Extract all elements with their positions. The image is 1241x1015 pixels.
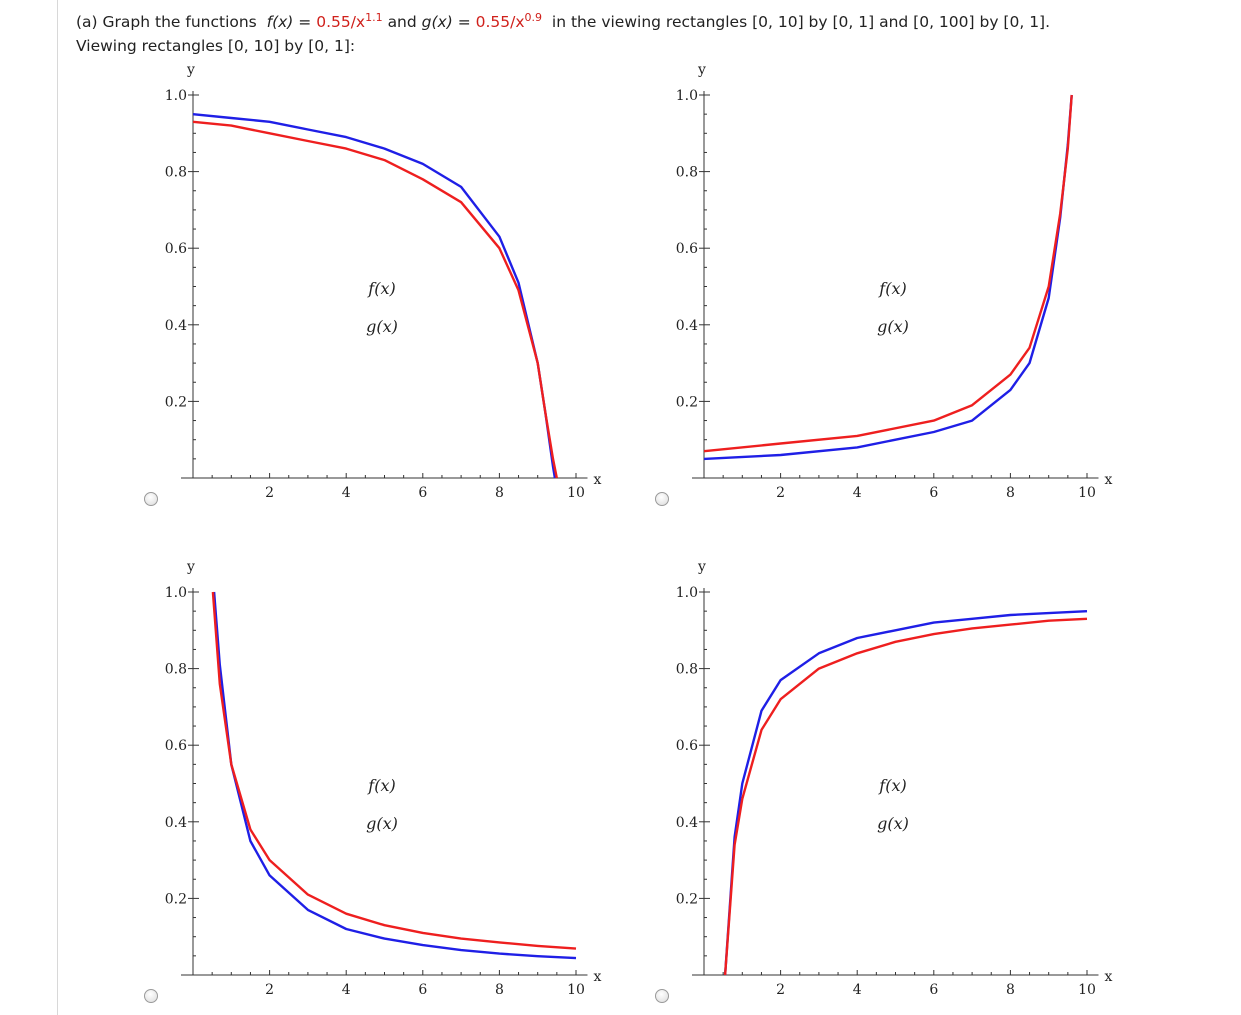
x-tick-label: 10 [567,485,585,501]
y-tick-label: 1.0 [675,585,698,601]
y-tick-label: 0.6 [675,738,698,755]
x-tick-label: 4 [341,982,351,998]
f-exponent: 1.1 [365,11,383,24]
question-rest: in the viewing rectangles [0, 10] by [0, 1] and [0, 100] by [0, 1]. [551,13,1051,31]
series-g-line [704,95,1072,451]
y-axis-label: y [187,62,195,78]
y-axis-label: y [698,62,706,78]
y-tick-label: 0.8 [164,661,187,678]
x-axis-label: x [593,472,602,488]
legend-label: f(x) [368,776,396,795]
question-line: (a) Graph the functions $f(x) = 0.55/x^{1.1}$ and $g(x) = 0.55/x^{0.9}$ in the viewing rectangles [0, 10] by [0, 1] and [0, 100] by [0, 1]. [76,11,1051,31]
f-label: f(x) [266,13,294,31]
x-tick-label: 8 [494,485,504,501]
y-tick-label: 0.6 [675,241,698,258]
series-f-line [704,95,1072,459]
x-tick-label: 2 [265,485,275,501]
series-g-line [213,592,576,949]
g-exponent: 0.9 [524,11,543,24]
legend-label: g(x) [877,814,909,833]
g-expression: 0.55/x [475,13,525,31]
x-tick-label: 10 [1078,485,1096,501]
x-tick-label: 8 [1005,982,1015,998]
y-axis-label: y [698,559,706,575]
x-tick-label: 4 [341,485,351,501]
y-axis-label: y [187,559,195,575]
and-word: and [387,13,417,31]
x-tick-label: 2 [265,982,275,998]
question-subheading: Viewing rectangles [0, 10] by [0, 1]: [76,37,356,55]
x-tick-label: 4 [852,485,862,501]
x-tick-label: 8 [1005,485,1015,501]
legend-label: g(x) [366,317,398,336]
x-tick-label: 2 [776,485,786,501]
y-tick-label: 1.0 [675,88,698,104]
legend-label: f(x) [879,776,907,795]
question-part: (a) [76,13,98,31]
x-tick-label: 10 [1078,982,1096,998]
y-tick-label: 0.4 [164,317,187,334]
x-tick-label: 2 [776,982,786,998]
y-tick-label: 0.8 [675,661,698,678]
y-tick-label: 0.8 [675,164,698,181]
x-axis-label: x [1104,969,1113,985]
g-label: g(x) [421,13,453,31]
x-tick-label: 6 [929,485,939,501]
legend-label: g(x) [877,317,909,336]
x-tick-label: 6 [929,982,939,998]
x-axis-label: x [1104,472,1113,488]
x-tick-label: 4 [852,982,862,998]
question-intro: Graph the functions [102,13,257,31]
x-tick-label: 6 [418,485,428,501]
y-tick-label: 0.4 [675,317,698,334]
y-tick-label: 1.0 [164,585,187,601]
legend-label: f(x) [879,279,907,298]
y-tick-label: 0.2 [675,891,698,908]
y-tick-label: 0.4 [675,814,698,831]
x-tick-label: 6 [418,982,428,998]
y-tick-label: 0.4 [164,814,187,831]
y-tick-label: 1.0 [164,88,187,104]
legend-label: g(x) [366,814,398,833]
x-axis-label: x [593,969,602,985]
x-tick-label: 10 [567,982,585,998]
f-expression: 0.55/x [316,13,366,31]
legend-label: f(x) [368,279,396,298]
y-tick-label: 0.2 [164,394,187,411]
y-tick-label: 0.2 [675,394,698,411]
series-g-line [725,619,1087,975]
series-g-line [193,122,557,478]
y-tick-label: 0.6 [164,241,187,258]
x-tick-label: 8 [494,982,504,998]
y-tick-label: 0.8 [164,164,187,181]
y-tick-label: 0.2 [164,891,187,908]
y-tick-label: 0.6 [164,738,187,755]
